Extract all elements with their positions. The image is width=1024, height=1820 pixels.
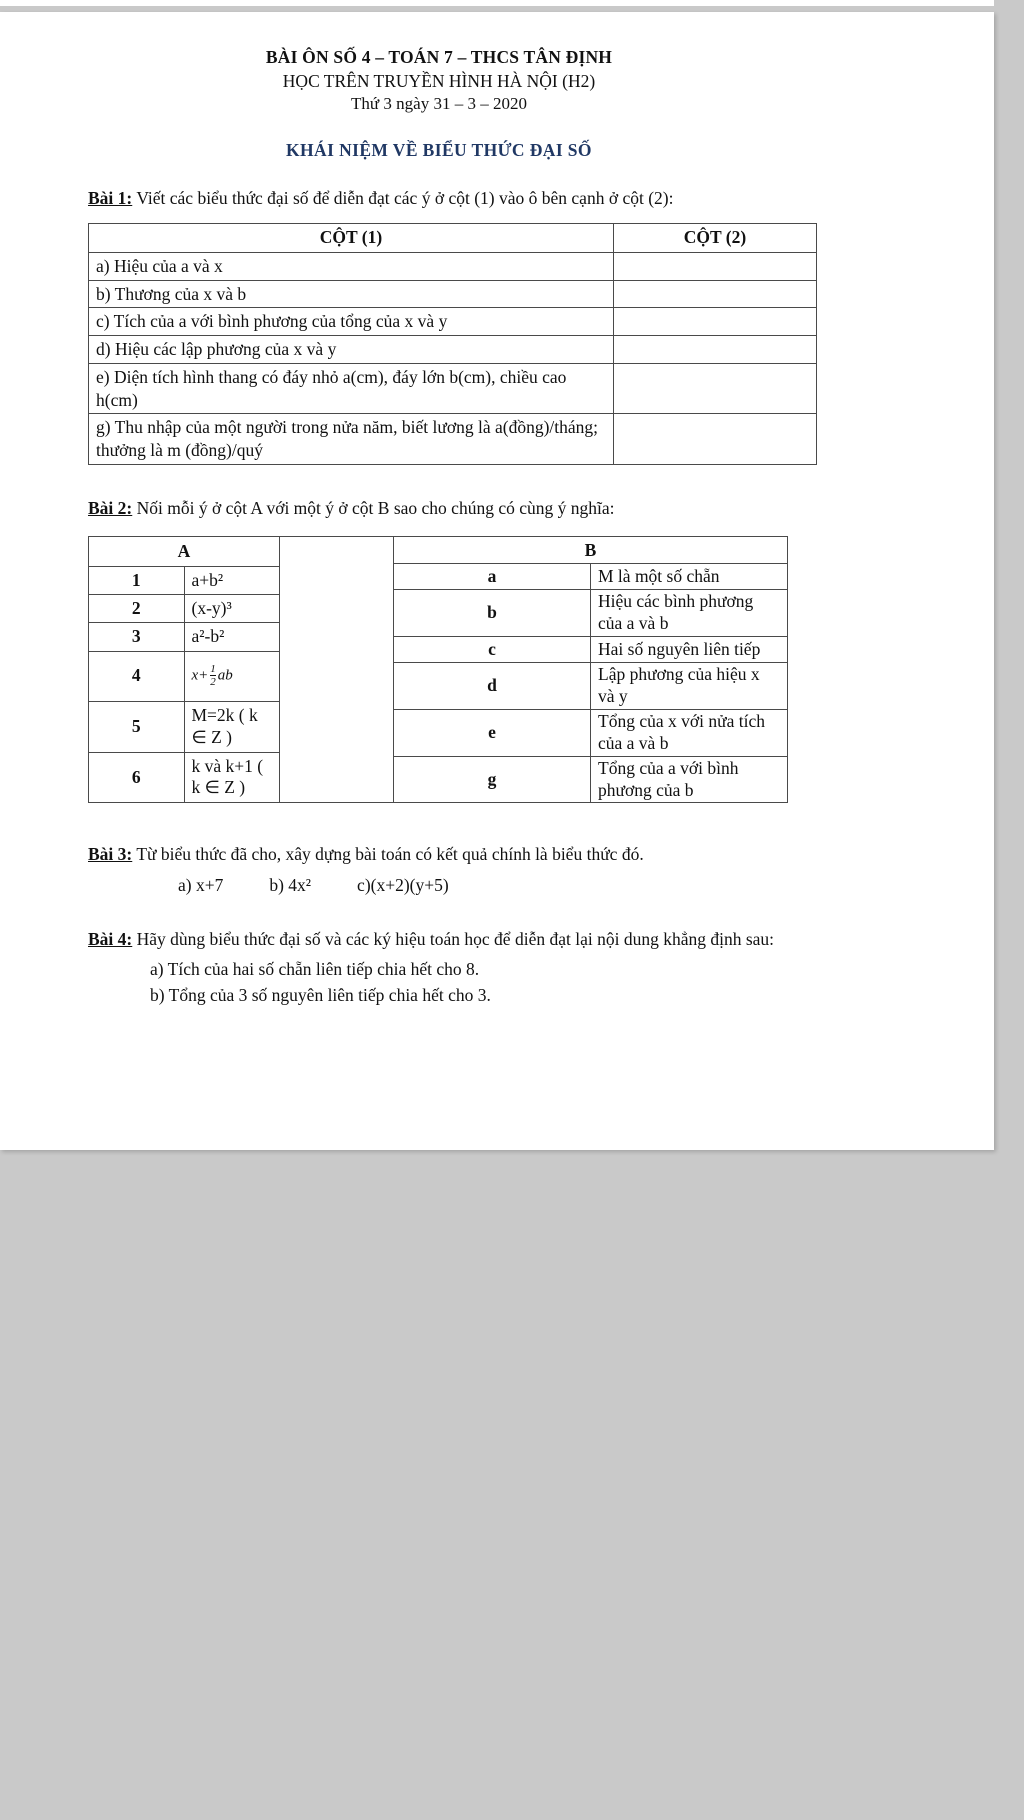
statement-a: a) Tích của hai số chẵn liên tiếp chia hết cho 8. bbox=[150, 958, 480, 979]
table-row bbox=[89, 752, 280, 803]
doc-header bbox=[88, 46, 790, 116]
rowA3-number: 3 bbox=[89, 623, 185, 651]
table-row bbox=[394, 637, 788, 663]
frac-post: ab bbox=[217, 667, 233, 684]
table-row bbox=[89, 280, 817, 308]
exercise4-items bbox=[88, 956, 790, 1009]
rowBg-letter: g bbox=[394, 756, 591, 803]
doc-date: Thứ 3 ngày 31 – 3 – 2020 bbox=[351, 94, 527, 114]
item-g-text: g) Thu nhập của một người trong nửa năm, biết lương là a(đồng)/tháng; thưởng là m (đồng)/quý bbox=[89, 414, 614, 465]
table-header-row bbox=[89, 537, 280, 566]
rowBa-text: M là một số chẵn bbox=[591, 564, 788, 590]
exercise1-text: Viết các biểu thức đại số để diễn đạt các ý ở cột (1) vào ô bên cạnh ở cột (2): bbox=[136, 188, 674, 209]
columnB-header: B bbox=[394, 537, 788, 564]
exercise1-statement bbox=[88, 187, 790, 211]
exercise2-tables bbox=[88, 536, 790, 803]
table-row bbox=[394, 564, 788, 590]
doc-subtitle: HỌC TRÊN TRUYỀN HÌNH HÀ NỘI (H2) bbox=[282, 70, 596, 91]
rowBc-text: Hai số nguyên liên tiếp bbox=[591, 637, 788, 663]
rowA5-expression: M=2k ( k ∈ Z ) bbox=[184, 701, 280, 752]
answer-cell bbox=[614, 414, 817, 465]
exercise3-label: Bài 3: bbox=[88, 844, 133, 865]
exercise1-table bbox=[88, 223, 817, 465]
exercise4-label: Bài 4: bbox=[88, 929, 133, 950]
table-row bbox=[89, 414, 817, 465]
table-row bbox=[89, 623, 280, 651]
rowBd-text: Lập phương của hiệu x và y bbox=[591, 663, 788, 710]
rowA1-expression: a+b² bbox=[184, 566, 280, 594]
rowA2-expression: (x-y)³ bbox=[184, 595, 280, 623]
fraction-numerator: 1 bbox=[210, 663, 216, 676]
rowA1-number: 1 bbox=[89, 566, 185, 594]
rowA5-number: 5 bbox=[89, 701, 185, 752]
table-row bbox=[89, 336, 817, 364]
matching-gap bbox=[280, 536, 393, 803]
exercise3-expressions bbox=[178, 875, 790, 896]
exercise3-statement bbox=[88, 843, 790, 867]
rowA3-expression: a²-b² bbox=[184, 623, 280, 651]
table-row bbox=[89, 252, 817, 280]
table-header-row bbox=[394, 537, 788, 564]
rowBd-letter: d bbox=[394, 663, 591, 710]
document-page bbox=[0, 12, 994, 1150]
fraction bbox=[210, 664, 216, 688]
answer-cell bbox=[614, 336, 817, 364]
section-title: KHÁI NIỆM VỀ BIỂU THỨC ĐẠI SỐ bbox=[286, 140, 592, 161]
col1-header: CỘT (1) bbox=[89, 223, 614, 252]
columnA-header: A bbox=[89, 537, 280, 566]
frac-pre: x+ bbox=[191, 667, 209, 684]
answer-cell bbox=[614, 308, 817, 336]
rowBe-letter: e bbox=[394, 709, 591, 756]
table-row bbox=[394, 663, 788, 710]
expression-b: b) 4x² bbox=[269, 875, 312, 896]
item-e-text: e) Diện tích hình thang có đáy nhỏ a(cm), đáy lớn b(cm), chiều cao h(cm) bbox=[89, 363, 614, 414]
statement-b: b) Tổng của 3 số nguyên liên tiếp chia hết cho 3. bbox=[150, 984, 491, 1005]
exercise1-label: Bài 1: bbox=[88, 188, 133, 209]
rowBa-letter: a bbox=[394, 564, 591, 590]
table-row bbox=[394, 756, 788, 803]
document-content bbox=[0, 12, 790, 1008]
rowBb-letter: b bbox=[394, 590, 591, 637]
rowA6-number: 6 bbox=[89, 752, 185, 803]
table-row bbox=[394, 709, 788, 756]
rowBb-text: Hiệu các bình phương của a và b bbox=[591, 590, 788, 637]
table-row bbox=[394, 590, 788, 637]
columnB-table bbox=[393, 536, 788, 803]
item-c-text: c) Tích của a với bình phương của tổng của x và y bbox=[89, 308, 614, 336]
item-a-text: a) Hiệu của a và x bbox=[89, 252, 614, 280]
item-d-text: d) Hiệu các lập phương của x và y bbox=[89, 336, 614, 364]
answer-cell bbox=[614, 280, 817, 308]
table-row bbox=[89, 651, 280, 701]
rowBc-letter: c bbox=[394, 637, 591, 663]
rowA4-expression bbox=[184, 651, 280, 701]
rowA6-expression: k và k+1 ( k ∈ Z ) bbox=[184, 752, 280, 803]
table-row bbox=[89, 566, 280, 594]
item-b-text: b) Thương của x và b bbox=[89, 280, 614, 308]
fraction-denominator: 2 bbox=[210, 676, 216, 689]
expression-c: c)(x+2)(y+5) bbox=[357, 875, 449, 896]
rowBg-text: Tổng của a với bình phương của b bbox=[591, 756, 788, 803]
exercise2-label: Bài 2: bbox=[88, 497, 133, 518]
exercise2-text: Nối mỗi ý ở cột A với một ý ở cột B sao cho chúng có cùng ý nghĩa: bbox=[136, 497, 615, 518]
exercise4-text: Hãy dùng biểu thức đại số và các ký hiệu toán học để diễn đạt lại nội dung khẳng định sau: bbox=[136, 929, 775, 950]
table-row bbox=[89, 595, 280, 623]
table-header-row bbox=[89, 223, 817, 252]
col2-header: CỘT (2) bbox=[614, 223, 817, 252]
exercise2-statement bbox=[88, 497, 790, 521]
columnA-table bbox=[88, 536, 280, 803]
table-row bbox=[89, 308, 817, 336]
exercise4-statement bbox=[88, 928, 790, 952]
rowA2-number: 2 bbox=[89, 595, 185, 623]
table-row bbox=[89, 701, 280, 752]
exercise3-text: Từ biểu thức đã cho, xây dựng bài toán có kết quả chính là biểu thức đó. bbox=[136, 844, 644, 865]
page-top-edge bbox=[0, 0, 994, 6]
rowA4-number: 4 bbox=[89, 651, 185, 701]
answer-cell bbox=[614, 252, 817, 280]
answer-cell bbox=[614, 363, 817, 414]
table-row bbox=[89, 363, 817, 414]
rowBe-text: Tổng của x với nửa tích của a và b bbox=[591, 709, 788, 756]
doc-title: BÀI ÔN SỐ 4 – TOÁN 7 – THCS TÂN ĐỊNH bbox=[265, 47, 613, 67]
expression-a: a) x+7 bbox=[178, 875, 224, 896]
